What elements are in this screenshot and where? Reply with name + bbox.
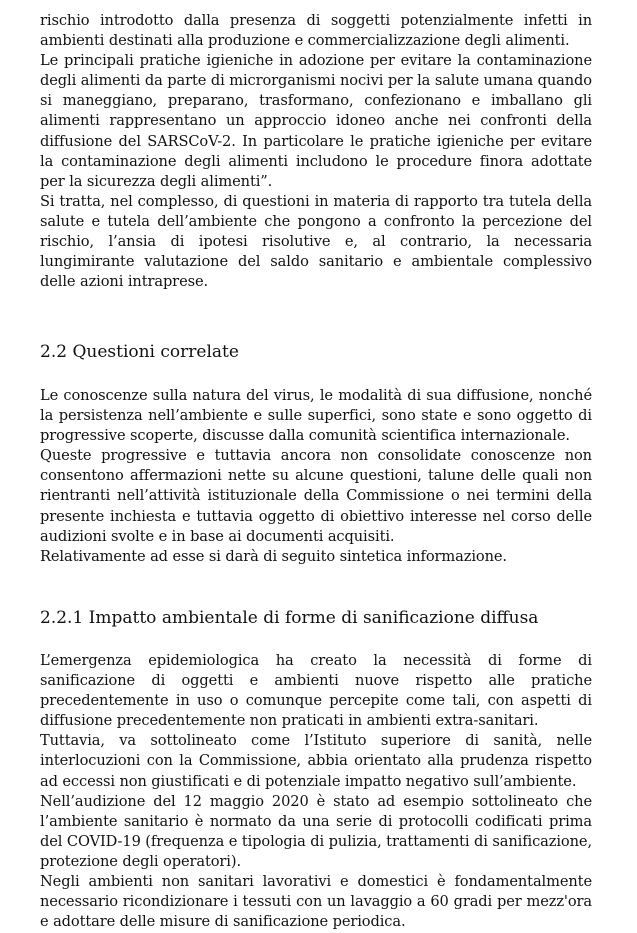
paragraph: Negli ambienti non sanitari lavorativi e domestici è fondamentalmente necessario ricondizionare i tessuti con un lavaggio a 60 gradi per mezz'ora e adottare delle misure di sanificazione periodica. — [40, 873, 592, 931]
paragraph: Le conoscenze sulla natura del virus, le modalità di sua diffusione, nonché la persistenza nell’ambiente e sulle superfici, sono state e sono oggetto di progressive scoperte, discusse dalla comunità scientifica internazionale. — [40, 387, 592, 445]
paragraph: rischio introdotto dalla presenza di soggetti potenzialmente infetti in ambienti destinati alla produzione e commercializzazione degli alimenti. — [40, 12, 592, 50]
intro-text — [40, 11, 592, 292]
paragraph: Le principali pratiche igieniche in adozione per evitare la contaminazione degli alimenti da parte di microrganismi nocivi per la salute umana quando si maneggiano, preparano, trasformano, confezionano e imballano gli alimenti rappresentano un approccio idoneo anche nei confronti della diffusione del SARSCoV-2. In particolare le pratiche igieniche per evitare la contaminazione degli alimenti includono le procedure finora adottate per la sicurezza degli alimenti”. — [40, 52, 592, 190]
subsection-body — [40, 651, 592, 932]
paragraph: Nell’audizione del 12 maggio 2020 è stato ad esempio sottolineato che l’ambiente sanitario è normato da una serie di protocolli codificati prima del COVID-19 (frequenza e tipologia di pulizia, trattamenti di sanificazione, protezione degli operatori). — [40, 792, 592, 870]
section-body — [40, 386, 592, 567]
paragraph: L’emergenza epidemiologica ha creato la necessità di forme di sanificazione di oggetti e ambienti nuove rispetto alle pratiche precedentemente in uso o comunque percepite come tali, con aspetti di diffusione precedentemente non praticati in ambienti extra-sanitari. — [40, 652, 592, 730]
section-heading: 2.2 Questioni correlate — [40, 342, 239, 362]
paragraph: Tuttavia, va sottolineato come l’Istituto superiore di sanità, nelle interlocuzioni con la Commissione, abbia orientato alla prudenza rispetto ad eccessi non giustificati e di potenziale impatto negativo sull’ambiente. — [40, 732, 592, 790]
paragraph: Relativamente ad esse si darà di seguito sintetica informazione. — [40, 547, 507, 565]
paragraph: Si tratta, nel complesso, di questioni in materia di rapporto tra tutela della salute e tutela dell’ambiente che pongono a confronto la percezione del rischio, l’ansia di ipotesi risolutive e, al contrario, la necessaria lungimirante valutazione del saldo sanitario e ambientale complessivo delle azioni intraprese. — [40, 192, 592, 291]
subsection-heading: 2.2.1 Impatto ambientale di forme di sanificazione diffusa — [40, 608, 539, 628]
paragraph: Queste progressive e tuttavia ancora non consolidate conoscenze non consentono affermazioni nette su alcune questioni, talune delle quali non rientranti nell’attività istituzionale della Commissione o nei termini della presente inchiesta e tuttavia oggetto di obiettivo interesse nel corso delle audizioni svolte e in base ai documenti acquisiti. — [40, 447, 592, 545]
